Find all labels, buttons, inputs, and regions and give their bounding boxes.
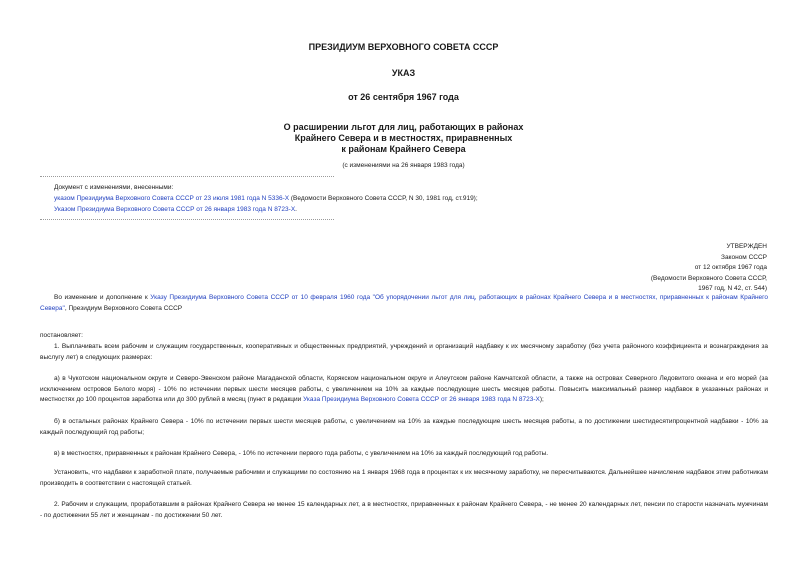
article-1-a: [40, 374, 768, 406]
title-line: Крайнего Севера и в местностях, приравненных: [294, 133, 513, 143]
approval-line: от 12 октября 1967 года: [694, 264, 767, 271]
approval-line: УТВЕРЖДЕН: [726, 243, 767, 250]
title-line: О расширении льгот для лиц, работающих в районах: [283, 122, 524, 132]
preamble-paragraph: [40, 293, 768, 314]
document-title: [0, 122, 807, 155]
decree-1983-link[interactable]: Указа Президиума Верховного Совета СССР от 26 января 1983 года N 8723-X: [303, 396, 540, 403]
change-item: [54, 193, 478, 204]
preamble-text: , Президиум Верховного Совета СССР: [64, 304, 183, 312]
article-text: );: [539, 396, 544, 403]
preamble-text: Во изменение и дополнение к: [54, 294, 151, 301]
divider: [40, 176, 334, 177]
article-1: 1. Выплачивать всем рабочим и служащим государственных, кооперативных и общественных предприятий, учреждений и организаций надбавку к их месячному заработку (без учета районного коэффициента и вознаграждения за выслугу лет) в следующих размерах:: [40, 343, 768, 361]
change-link-1983[interactable]: Указом Президиума Верховного Совета СССР от 26 января 1983 года N 8723-X: [54, 206, 296, 213]
article-1-clause: Установить, что надбавки к заработной плате, получаемые рабочими и служащими по состоянию на 1 января 1968 года в процентах к их месячному заработку, не пересчитываются. Дальнейшее начисление надбавок этим работникам производить в соответствии с настоящей статьей.: [40, 469, 768, 487]
approval-line: 1967 год, N 42, ст. 544): [698, 285, 767, 292]
article-text: а) в Чукотском национальном округе и Северо-Эвенском районе Магаданской области, Корякском национальном округе и Алеутском районе Камчатской области, а также на островах Северного Ледовитого океана и его морей (за исключением островов Белого моря) - 10% по истечении первых шести месяцев работы, с увеличением на 10% за каждые последующие шесть месяцев работы. Повысить максимальный размер надбавок в указанных районах и местностях до 100 процентов заработка или до 300 рублей в месяц (пункт в редакции: [40, 375, 768, 403]
document-date: от 26 сентября 1967 года: [348, 92, 459, 102]
change-source: (Ведомости Верховного Совета СССР, N 30, 1981 год, ст.919);: [289, 195, 478, 202]
approval-block: [651, 242, 767, 295]
article-2: 2. Рабочим и служащим, проработавшим в районах Крайнего Севера не менее 15 календарных лет, а в местностях, приравненных к районам Крайнего Севера, - не менее 20 календарных лет, пенсии по старости назначать мужчинам - по достижении 55 лет и женщинам - по достижении 50 лет.: [40, 501, 768, 519]
article-1-v: в) в местностях, приравненных к районам Крайнего Севера, - 10% по истечении первого года работы, с увеличением на 10% за каждый последующий год работы.: [54, 450, 549, 457]
edition-note: (с изменениями на 26 января 1983 года): [342, 162, 465, 169]
changes-intro: Документ с изменениями, внесенными:: [54, 184, 174, 191]
resolves-word: постановляет:: [40, 332, 83, 339]
approval-line: (Ведомости Верховного Совета СССР,: [650, 274, 767, 282]
document-type: УКАЗ: [391, 68, 416, 78]
change-link-1981[interactable]: указом Президиума Верховного Совета СССР от 23 июля 1981 года N 5336-X: [54, 195, 290, 202]
changes-block: [54, 182, 478, 215]
divider: [40, 219, 334, 220]
decree-1960-link[interactable]: Указу Президиума Верховного Совета СССР от 10 февраля 1960 года "Об упорядочении льгот для лиц, работающих в районах Крайнего Севера и в местностях, приравненных к районам Крайнего Севера": [40, 294, 769, 312]
change-item: [54, 204, 478, 215]
title-line: к районам Крайнего Севера: [341, 144, 466, 154]
approval-line: Законом СССР: [721, 253, 767, 261]
issuing-organ: ПРЕЗИДИУМ ВЕРХОВНОГО СОВЕТА СССР: [308, 42, 499, 52]
article-1-b: б) в остальных районах Крайнего Севера - 10% по истечении первых шести месяцев работы, с увеличением на 10% за каждые последующие шесть месяцев работы, а по достижении шестидесятипроцентной надбавки - 10% за каждый последующий год работы;: [40, 418, 768, 436]
change-source: .: [295, 206, 297, 213]
